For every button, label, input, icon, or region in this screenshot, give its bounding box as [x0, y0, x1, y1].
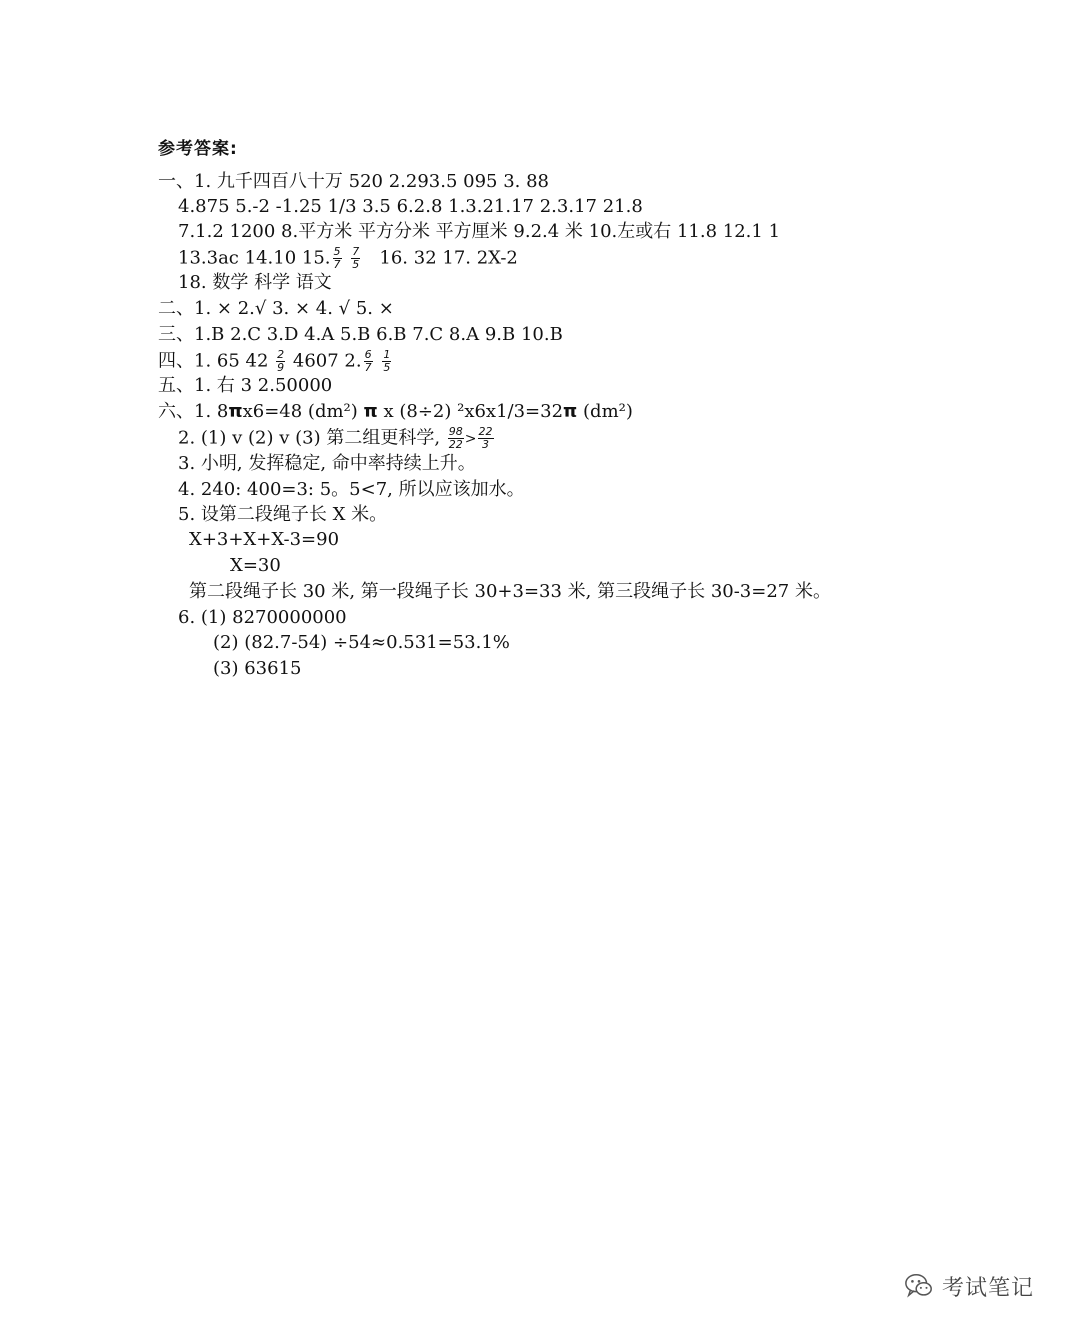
sec6-line10: (2) (82.7-54) ÷54≈0.531=53.1% — [213, 632, 510, 653]
sec6-line3: 3. 小明, 发挥稳定, 命中率持续上升。 — [178, 453, 476, 474]
watermark-text: 考试笔记 — [942, 1275, 1035, 1301]
fraction-22-3 — [478, 426, 494, 451]
sec2-line1: 二、1. × 2.√ 3. × 4. √ 5. × — [158, 298, 394, 319]
page-title: 参考答案: — [158, 139, 238, 159]
fraction-denominator: 9 — [277, 361, 285, 374]
fraction-denominator: 5 — [383, 361, 391, 374]
fraction-numerator: 98 — [448, 425, 463, 438]
greater-than-sign: > — [464, 430, 477, 447]
sec1-line4 — [178, 246, 518, 271]
fraction-denominator: 5 — [352, 258, 360, 271]
pi-symbol: π — [228, 401, 243, 422]
sec4-line1-text-a: 四、1. 65 42 — [158, 350, 269, 372]
sec6-line5: 5. 设第二段绳子长 X 米。 — [178, 504, 388, 525]
watermark — [904, 1268, 1054, 1304]
fraction-denominator: 22 — [448, 438, 463, 451]
sec1-line1: 一、1. 九千四百八十万 520 2.293.5 095 3. 88 — [158, 171, 549, 192]
pi-symbol: π — [363, 401, 378, 422]
sec6-line2-text: 2. (1) v (2) v (3) 第二组更科学, — [178, 427, 441, 449]
fraction-numerator: 1 — [383, 348, 391, 361]
sec6-line4: 4. 240: 400=3: 5。5<7, 所以应该加水。 — [178, 479, 525, 500]
fraction-denominator: 7 — [333, 258, 341, 271]
fraction-2-9 — [276, 349, 285, 374]
sec6-line1-text-c: x (8÷2) ²x6x1/3=32 — [383, 401, 564, 422]
sec1-line5: 18. 数学 科学 语文 — [178, 272, 332, 293]
fraction-98-22 — [448, 426, 464, 451]
sec1-line2: 4.875 5.-2 -1.25 1/3 3.5 6.2.8 1.3.21.17 2.3.17 21.8 — [178, 196, 643, 217]
sec4-line1-text-b: 4607 2. — [292, 350, 362, 372]
fraction-numerator: 2 — [277, 348, 285, 361]
sec6-line1-text-b: x6=48 (dm²) — [242, 401, 364, 422]
sec3-line1: 三、1.B 2.C 3.D 4.A 5.B 6.B 7.C 8.A 9.B 10.B — [158, 324, 563, 345]
fraction-7-5 — [351, 246, 360, 271]
sec6-line2 — [178, 426, 496, 451]
fraction-denominator: 7 — [364, 361, 372, 374]
pi-symbol: π — [563, 401, 578, 422]
sec4-line1 — [158, 349, 393, 374]
sec6-line8: 第二段绳子长 30 米, 第一段绳子长 30+3=33 米, 第三段绳子长 30-3=27 米。 — [189, 581, 831, 602]
fraction-numerator: 7 — [352, 245, 360, 258]
fraction-numerator: 5 — [333, 245, 341, 258]
sec6-line11: (3) 63615 — [213, 658, 302, 679]
fraction-5-7 — [333, 246, 342, 271]
fraction-1-5 — [382, 349, 391, 374]
sec6-line1-text-d: (dm²) — [577, 401, 633, 422]
fraction-denominator: 3 — [482, 438, 490, 451]
sec1-line3: 7.1.2 1200 8.平方米 平方分米 平方厘米 9.2.4 米 10.左或右 11.8 12.1 1 — [178, 221, 781, 242]
sec6-line6: X+3+X+X-3=90 — [189, 529, 340, 550]
sec1-line4-text-b: 16. 32 17. 2X-2 — [379, 247, 518, 269]
fraction-numerator: 6 — [364, 348, 372, 361]
wechat-bubble-icon — [904, 1271, 934, 1301]
sec1-line4-text-a: 13.3ac 14.10 15. — [178, 247, 331, 269]
sec6-line9: 6. (1) 8270000000 — [178, 607, 347, 628]
fraction-6-7 — [364, 349, 373, 374]
sec6-line1-text-a: 六、1. 8 — [158, 401, 229, 422]
fraction-numerator: 22 — [478, 425, 493, 438]
sec6-line7: X=30 — [230, 555, 281, 576]
sec6-line1 — [158, 400, 633, 424]
sec5-line1: 五、1. 右 3 2.50000 — [158, 375, 333, 396]
